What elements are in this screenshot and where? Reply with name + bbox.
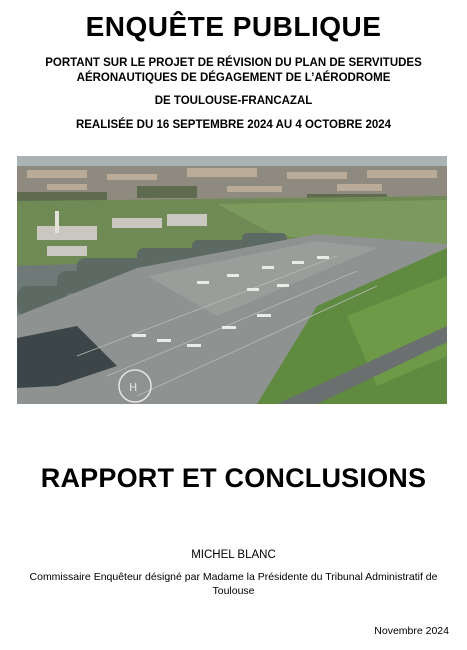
- report-date: Novembre 2024: [374, 625, 449, 637]
- aerial-photo-airfield: [17, 156, 447, 404]
- page-title: ENQUÊTE PUBLIQUE: [85, 11, 382, 42]
- author-role: Commissaire Enquêteur désigné par Madame la Présidente du Tribunal Administratif de Toulouse: [29, 571, 438, 597]
- report-title: RAPPORT ET CONCLUSIONS: [40, 463, 427, 493]
- subtitle-project: PORTANT SUR LE PROJET DE RÉVISION DU PLAN DE SERVITUDES AÉRONAUTIQUES DE DÉGAGEMENT DE L’AÉRODROME: [45, 57, 422, 84]
- subtitle-dates: REALISÉE DU 16 SEPTEMBRE 2024 AU 4 OCTOBRE 2024: [75, 119, 392, 131]
- author-name: MICHEL BLANC: [191, 549, 276, 561]
- subtitle-aerodrome: DE TOULOUSE-FRANCAZAL: [154, 95, 313, 107]
- svg-text:H: H: [129, 381, 138, 394]
- aerial-photo-drawing: [17, 156, 447, 404]
